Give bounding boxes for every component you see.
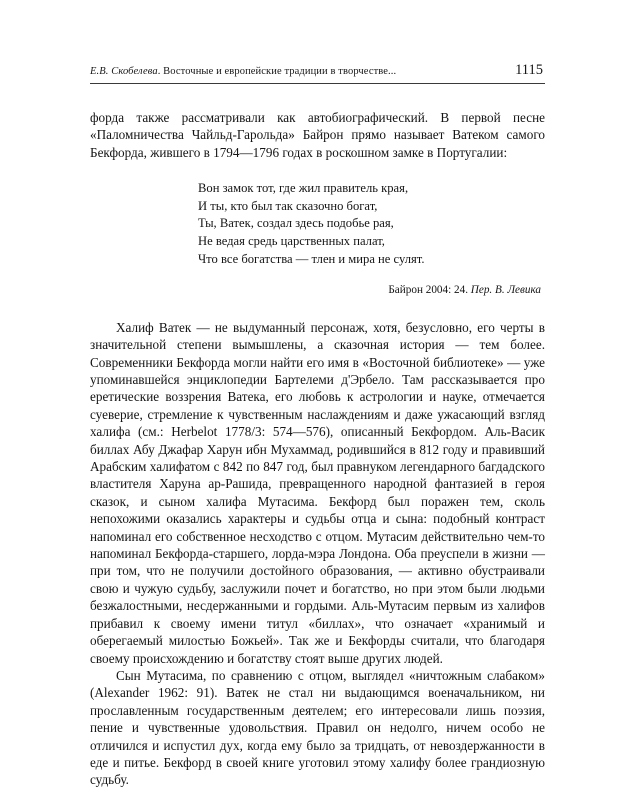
verse-line: Что все богатства — тлен и мира не сулят. xyxy=(198,251,425,266)
verse-citation xyxy=(198,282,545,300)
verse-citation-translator: Пер. В. Левика xyxy=(470,284,541,297)
verse-block xyxy=(90,180,545,300)
running-header-title xyxy=(90,66,396,77)
paragraph-final: Сын Мутасима, по сравнению с отцом, выглядел «ничтожным слабаком» (Alexander 1962: 91). Ватек не стал ни выдающимся военачальником, ни прославленным государственным деятелем; его интересовали лишь поэзия, пение и чувственные удовольствия. Правил он недолго, ничем особо не отличился и испустил дух, когда ему было за тридцать, от невоздержанности в еде и питье. Бекфорд в своей книге уготовил этому халифу более грандиозную судьбу. xyxy=(90,667,545,788)
paragraph-continued: форда также рассматривали как автобиографический. В первой песне «Паломничества Чайльд-Гарольда» Байрон прямо называет Ватеком самого Бекфорда, жившего в 1794—1796 годах в роскошном замке в Португалии: xyxy=(90,110,545,160)
header-rule xyxy=(90,83,545,84)
running-header xyxy=(90,62,545,92)
page-content-column xyxy=(90,0,545,789)
page-number: 1115 xyxy=(515,62,543,78)
paragraph-main: Халиф Ватек — не выдуманный персонаж, хотя, безусловно, его черты в значительной степени вымышлены, а сказочная история — тем более. Современники Бекфорда могли найти его имя в «Восточной библиотеке» — уже упоминавшейся энциклопедии Бартелеми д'Эрбело. Там рассказывается про еретические воззрения Ватека, его любовь к астрологии и науке, отмечается суеверие, стремление к чувственным наслаждениям и даже ужасающий взгляд халифа (см.: Herbelot 1778/3: 574—576), описанный Бекфордом. Аль-Васик биллах Абу Джафар Харун ибн Мухаммад, родившийся в 812 году и правивший Арабским халифатом с 842 по 847 год, был правнуком легендарного багдадского властителя Харуна ар-Рашида, превращенного народной фантазией в героя сказок, и сыном халифа Мутасима. Бекфорд был поражен тем, сколь непохожими оказались характеры и судьбы отца и сына: подобный контраст напоминал его собственное несходство с отцом. Мутасим действительно чем-то напоминал Бекфорда-старшего, лорда-мэра Лондона. Оба преуспели в жизни — при том, что не получили достойного образования, — активно обустраивали свою и чужую судьбу, заслужили почет и богатство, но при этом были людьми безжалостными, несдержанными и гордыми. Аль-Мутасим первым из халифов прибавил к своему имени титул «биллах», что означает «хранимый и оберегаемый милостью Божьей». Так же и Бекфорды считали, что благодаря своему происхождению и богатству стоят выше других людей. xyxy=(90,319,545,666)
running-header-author: Е.В. Скобелева xyxy=(90,66,158,77)
verse-line: И ты, кто был так сказочно богат, xyxy=(198,198,378,213)
verse-citation-reference: Байрон 2004: 24. xyxy=(388,284,468,297)
verse-line: Вон замок тот, где жил правитель края, xyxy=(198,181,409,196)
verse-line: Ты, Ватек, создал здесь подобье рая, xyxy=(198,216,394,231)
running-header-article-title: . Восточные и европейские традиции в творчестве... xyxy=(157,66,397,77)
verse-line: Не ведая средь царственных палат, xyxy=(198,234,385,248)
running-header-row xyxy=(90,62,545,82)
